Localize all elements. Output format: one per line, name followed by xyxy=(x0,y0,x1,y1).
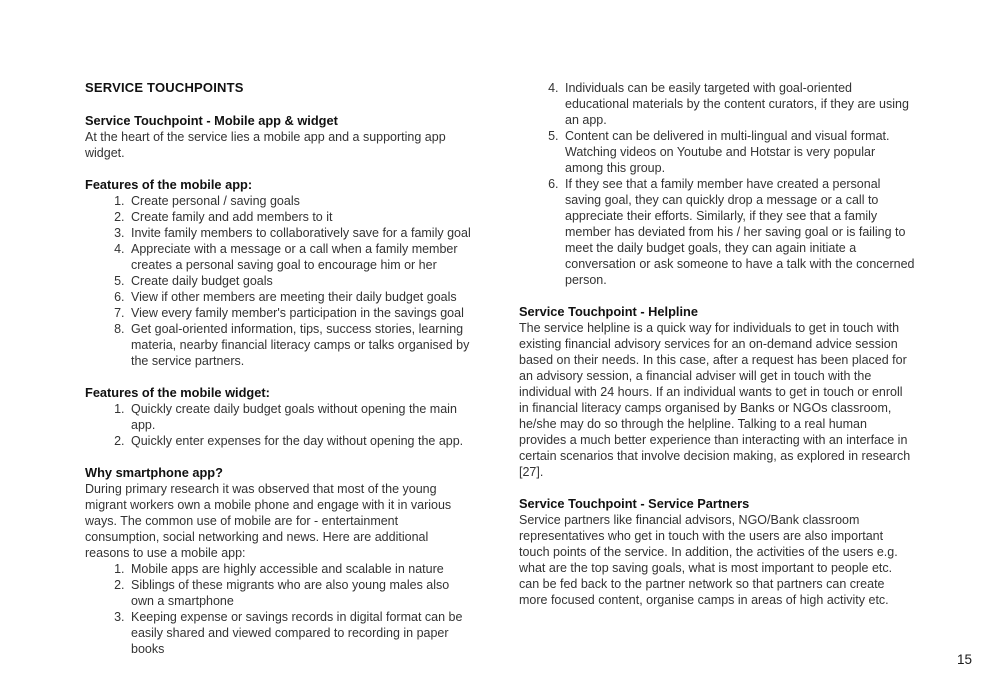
paragraph: Service partners like financial advisors, NGO/Bank classroom representatives who get in touch with the users are also important touch points of the service. In addition, the activities of the users e.g. what are the top saving goals, what is most important to people etc. can be fed back to the partner network so that partners can create more focused content, organise camps in areas of high activity etc. xyxy=(519,513,898,607)
paragraph: The service helpline is a quick way for individuals to get in touch with existing financial advisory services for an on-demand advice session based on their needs. In this case, after a request has been placed for an advisory session, a financial adviser will get in touch with the individual with 24 hours. If an individual wants to get in touch or enroll in financial literacy camps organised by Banks or NGOs classroom, he/she may do so through the helpline. Talking to a real human provides a much better experience than interacting with an interface in certain scenarios that involve decision making, as explored in research [27]. xyxy=(519,321,911,479)
section-heading: Service Touchpoint - Helpline xyxy=(519,304,698,319)
list-item: 2. Siblings of these migrants who are also young males also own a smartphone xyxy=(128,577,471,609)
list-item: 2. Quickly enter expenses for the day without opening the app. xyxy=(128,433,471,449)
list-item: 4. Individuals can be easily targeted with goal-oriented educational materials by the content curators, if they are using an app. xyxy=(562,80,915,128)
list-item: 6. View if other members are meeting their daily budget goals xyxy=(128,289,471,305)
list-item: 3. Keeping expense or savings records in digital format can be easily shared and viewed compared to recording in paper books xyxy=(128,609,471,657)
numbered-list xyxy=(519,80,915,288)
document-title: SERVICE TOUCHPOINTS xyxy=(85,80,244,95)
list-item: 1. Create personal / saving goals xyxy=(128,193,471,209)
section-heading: Service Touchpoint - Service Partners xyxy=(519,496,750,511)
numbered-list xyxy=(85,401,471,449)
page-number: 15 xyxy=(956,652,972,667)
list-item: 3. Invite family members to collaboratively save for a family goal xyxy=(128,225,471,241)
list-item: 6. If they see that a family member have created a personal saving goal, they can quickly drop a message or a call to appreciate their efforts. Similarly, if they see that a family member has deviated from his / her saving goal or is failing to meet the daily budget goals, they can again initiate a conversation or ask someone to have a talk with the concerned person. xyxy=(562,176,915,288)
section-heading: Features of the mobile app: xyxy=(85,177,253,192)
section-heading: Service Touchpoint - Mobile app & widget xyxy=(85,113,338,128)
paragraph: During primary research it was observed that most of the young migrant workers own a mobile phone and engage with it in various ways. The common use of mobile are for - entertainment consumption, social networking and news. Here are additional reasons to use a mobile app: xyxy=(85,482,452,560)
section-heading: Features of the mobile widget: xyxy=(85,385,270,400)
column-right xyxy=(519,80,915,657)
section-heading: Why smartphone app? xyxy=(85,465,223,480)
list-item: 5. Content can be delivered in multi-lingual and visual format. Watching videos on Youtube and Hotstar is very popular among this group. xyxy=(562,128,915,176)
numbered-list xyxy=(85,193,471,369)
list-item: 5. Create daily budget goals xyxy=(128,273,471,289)
numbered-list xyxy=(85,561,471,657)
list-item: 7. View every family member's participation in the savings goal xyxy=(128,305,471,321)
list-item: 1. Quickly create daily budget goals without opening the main app. xyxy=(128,401,471,433)
list-item: 4. Appreciate with a message or a call when a family member creates a personal saving goal to encourage him or her xyxy=(128,241,471,273)
column-left xyxy=(85,80,471,657)
list-item: 1. Mobile apps are highly accessible and scalable in nature xyxy=(128,561,471,577)
list-item: 8. Get goal-oriented information, tips, success stories, learning materia, nearby financial literacy camps or talks organised by the service partners. xyxy=(128,321,471,369)
paragraph: At the heart of the service lies a mobile app and a supporting app widget. xyxy=(85,130,446,160)
list-item: 2. Create family and add members to it xyxy=(128,209,471,225)
